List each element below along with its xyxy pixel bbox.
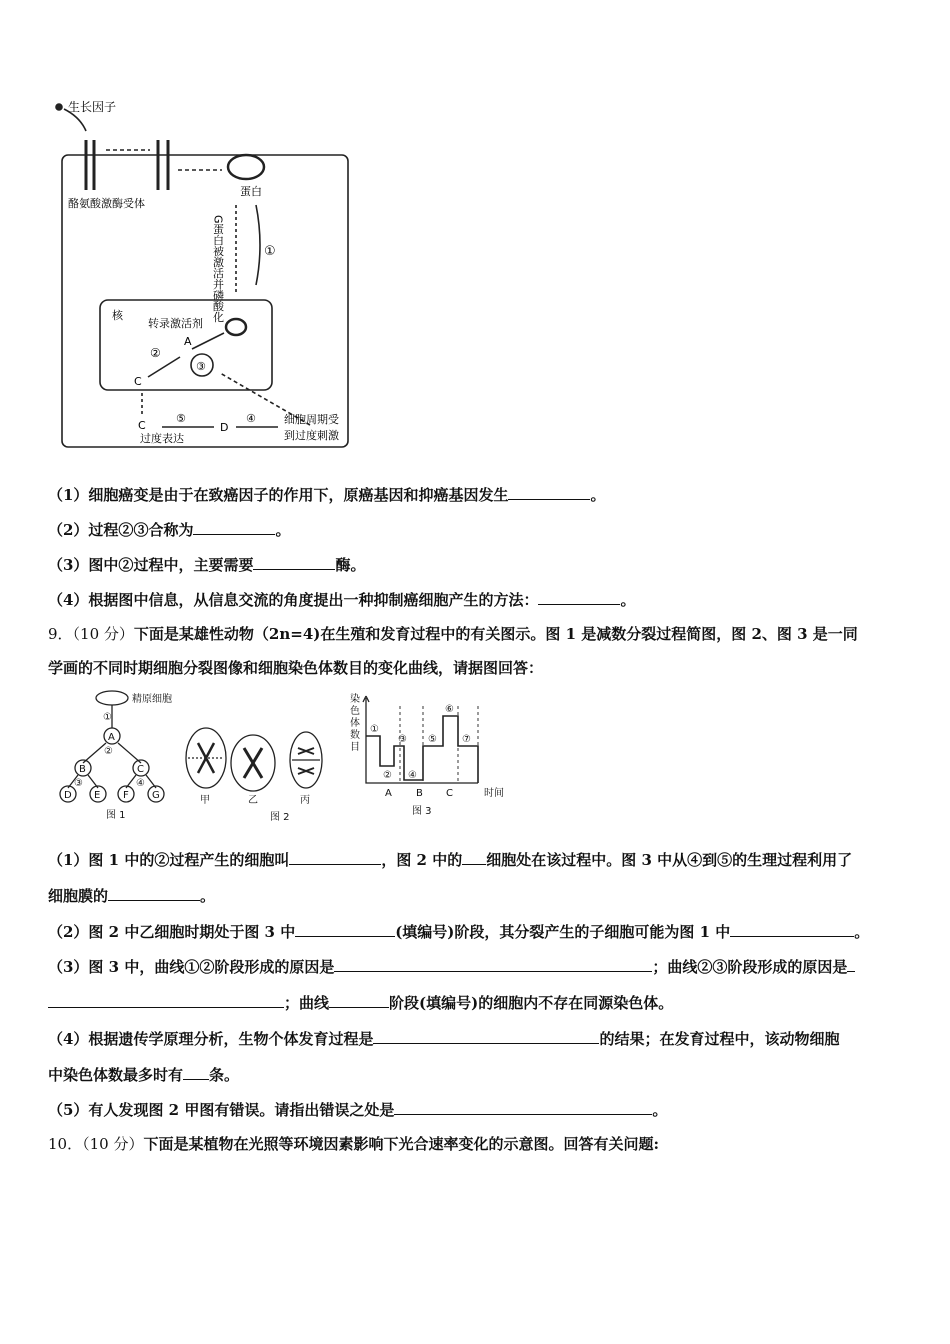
q8-item-2-text: （2）过程②③合称为 bbox=[48, 521, 194, 539]
q9-1e: 。 bbox=[200, 887, 216, 905]
cycle-label-2: 到过度刺激 bbox=[284, 429, 339, 442]
q9-item-1-line-2 bbox=[48, 886, 215, 906]
answer-blank[interactable] bbox=[394, 1100, 652, 1115]
answer-blank[interactable] bbox=[193, 520, 275, 535]
tree-n1: ① bbox=[103, 712, 112, 723]
cancer-signal-diagram bbox=[50, 95, 380, 465]
answer-blank[interactable] bbox=[329, 993, 389, 1008]
curve-7: ⑦ bbox=[462, 734, 471, 745]
ylabel-2: 色 bbox=[350, 706, 360, 717]
q9-1d: 细胞膜的 bbox=[48, 887, 109, 905]
curve-5: ⑤ bbox=[428, 734, 437, 745]
c2-label: C bbox=[138, 419, 146, 432]
answer-blank[interactable] bbox=[289, 850, 381, 865]
answer-blank[interactable] bbox=[183, 1065, 209, 1080]
c-label: C bbox=[134, 375, 142, 388]
answer-blank[interactable] bbox=[847, 957, 855, 972]
q9-item-1-line-1 bbox=[48, 850, 852, 870]
x-A: A bbox=[385, 788, 392, 799]
a-label: A bbox=[184, 335, 192, 348]
q8-item-3-end: 酶。 bbox=[335, 556, 366, 574]
q8-item-1 bbox=[48, 485, 605, 505]
q9-stem-2: 学画的不同时期细胞分裂图像和细胞染色体数目的变化曲线，请据图回答： bbox=[48, 659, 544, 677]
q9-number: 9．（10 分） bbox=[48, 625, 134, 643]
q9-1b: ，图 2 中的 bbox=[381, 851, 463, 869]
step-4-label: ④ bbox=[246, 412, 256, 425]
tree-C: C bbox=[137, 764, 144, 775]
q9-4b: 的结果；在发育过程中，该动物细胞 bbox=[599, 1030, 840, 1048]
step-3-label: ③ bbox=[196, 360, 206, 373]
tree-E: E bbox=[94, 790, 101, 801]
step-1-label: ① bbox=[264, 244, 276, 259]
step-2-label: ② bbox=[150, 346, 161, 360]
q9-3b: ；曲线②③阶段形成的原因是 bbox=[652, 958, 848, 976]
tree-F: F bbox=[123, 790, 129, 801]
tree-n4: ④ bbox=[136, 778, 145, 789]
nucleus-label: 核 bbox=[112, 309, 123, 322]
curve-3: ③ bbox=[398, 734, 407, 745]
q9-4a: （4）根据遗传学原理分析，生物个体发育过程是 bbox=[48, 1030, 374, 1048]
curve-6: ⑥ bbox=[445, 704, 454, 715]
fig-3-caption: 图 3 bbox=[412, 806, 432, 817]
ylabel-1: 染 bbox=[350, 694, 360, 705]
spermatogonium-label: 精原细胞 bbox=[132, 694, 172, 705]
ylabel-4: 数 bbox=[350, 730, 360, 741]
q9-2c: 。 bbox=[854, 923, 870, 941]
x-axis-label: 时间 bbox=[484, 788, 504, 799]
activation-chain-text: G蛋白被激活并磷酸化 bbox=[211, 215, 225, 323]
q9-2a: （2）图 2 中乙细胞时期处于图 3 中 bbox=[48, 923, 296, 941]
meiosis-figures bbox=[48, 688, 528, 828]
receptor-label: 酪氨酸激酶受体 bbox=[68, 197, 145, 210]
curve-4: ④ bbox=[408, 770, 417, 781]
x-C: C bbox=[446, 788, 453, 799]
q8-item-2 bbox=[48, 520, 290, 540]
q10-stem bbox=[48, 1134, 659, 1154]
cell-bing-label: 丙 bbox=[300, 795, 310, 806]
curve-2: ② bbox=[383, 770, 392, 781]
q8-item-4-end: 。 bbox=[620, 591, 636, 609]
step-5-label: ⑤ bbox=[176, 412, 186, 425]
q9-stem-line-1 bbox=[48, 624, 858, 644]
answer-blank[interactable] bbox=[108, 886, 200, 901]
q8-item-4-text: （4）根据图中信息，从信息交流的角度提出一种抑制癌细胞产生的方法： bbox=[48, 591, 539, 609]
q9-4c: 中染色体数最多时有 bbox=[48, 1066, 184, 1084]
q9-3d: 阶段(填编号)的细胞内不存在同源染色体。 bbox=[389, 994, 674, 1012]
activation-chain bbox=[212, 215, 225, 323]
answer-blank[interactable] bbox=[295, 922, 395, 937]
fig-1-caption: 图 1 bbox=[106, 810, 126, 821]
q8-item-4 bbox=[48, 590, 635, 610]
q9-item-3-line-2 bbox=[48, 993, 673, 1013]
q9-item-2 bbox=[48, 922, 869, 942]
q9-item-4-line-1 bbox=[48, 1029, 839, 1049]
answer-blank[interactable] bbox=[462, 850, 486, 865]
fig-2-caption: 图 2 bbox=[270, 812, 290, 823]
x-B: B bbox=[416, 788, 423, 799]
q9-4d: 条。 bbox=[209, 1066, 240, 1084]
q8-item-1-end: 。 bbox=[590, 486, 606, 504]
tree-G: G bbox=[152, 790, 160, 801]
cycle-label-1: 细胞周期受 bbox=[284, 413, 339, 426]
q9-2b: (填编号)阶段，其分裂产生的子细胞可能为图 1 中 bbox=[395, 923, 731, 941]
q9-5a: （5）有人发现图 2 甲图有错误。请指出错误之处是 bbox=[48, 1101, 395, 1119]
q9-3c: ；曲线 bbox=[284, 994, 330, 1012]
q8-item-2-end: 。 bbox=[275, 521, 291, 539]
tree-A: A bbox=[108, 732, 115, 743]
activator-label: 转录激活剂 bbox=[148, 317, 203, 330]
q9-item-3-line-1 bbox=[48, 957, 855, 977]
tree-n2: ② bbox=[104, 746, 113, 757]
cell-yi-label: 乙 bbox=[248, 795, 258, 806]
growth-factor-label: 生长因子 bbox=[68, 100, 117, 114]
d-label: D bbox=[220, 421, 229, 434]
answer-blank[interactable] bbox=[508, 485, 590, 500]
curve-1: ① bbox=[370, 724, 379, 735]
answer-blank[interactable] bbox=[538, 590, 620, 605]
q8-item-1-text: （1）细胞癌变是由于在致癌因子的作用下，原癌基因和抑癌基因发生 bbox=[48, 486, 509, 504]
q8-item-3-text: （3）图中②过程中，主要需要 bbox=[48, 556, 254, 574]
answer-blank[interactable] bbox=[48, 993, 284, 1008]
q9-stem-1: 下面是某雄性动物（2n=4)在生殖和发育过程中的有关图示。图 1 是减数分裂过程简图，图 2、图 3 是一同 bbox=[133, 625, 858, 643]
tree-D: D bbox=[64, 790, 72, 801]
overexpress-label: 过度表达 bbox=[140, 432, 184, 445]
ylabel-3: 体 bbox=[350, 718, 360, 729]
q10-number: 10．（10 分） bbox=[48, 1135, 144, 1153]
q9-item-4-line-2 bbox=[48, 1065, 239, 1085]
answer-blank[interactable] bbox=[373, 1029, 599, 1044]
ylabel-5: 目 bbox=[350, 742, 360, 753]
answer-blank[interactable] bbox=[334, 957, 652, 972]
q8-item-3 bbox=[48, 555, 365, 575]
q9-5b: 。 bbox=[652, 1101, 668, 1119]
tree-B: B bbox=[79, 764, 86, 775]
cell-jia-label: 甲 bbox=[200, 795, 210, 806]
tree-n3: ③ bbox=[74, 778, 83, 789]
q9-1a: （1）图 1 中的②过程产生的细胞叫 bbox=[48, 851, 290, 869]
q9-stem-line-2 bbox=[48, 658, 543, 678]
q10-stem-text: 下面是某植物在光照等环境因素影响下光合速率变化的示意图。回答有关问题: bbox=[143, 1135, 659, 1153]
protein-label: 蛋白 bbox=[240, 185, 262, 198]
q9-1c: 细胞处在该过程中。图 3 中从④到⑤的生理过程利用了 bbox=[486, 851, 853, 869]
q9-item-5 bbox=[48, 1100, 667, 1120]
answer-blank[interactable] bbox=[253, 555, 335, 570]
q9-3a: （3）图 3 中，曲线①②阶段形成的原因是 bbox=[48, 958, 335, 976]
answer-blank[interactable] bbox=[730, 922, 854, 937]
